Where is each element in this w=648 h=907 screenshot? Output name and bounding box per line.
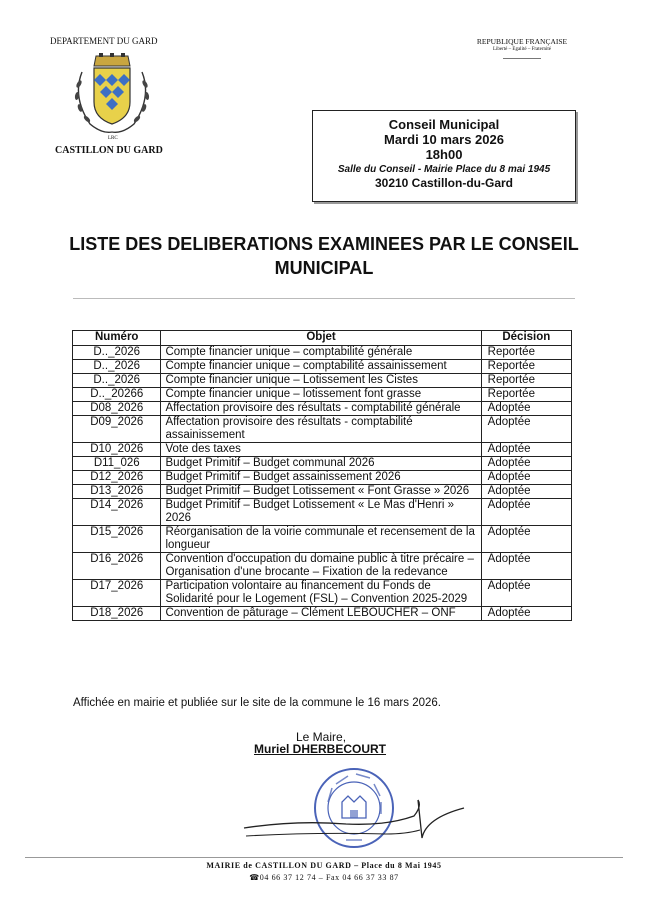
crest-caption: LRC <box>108 136 118 141</box>
meeting-date: Mardi 10 mars 2026 <box>384 132 504 147</box>
department-label: DEPARTEMENT DU GARD <box>50 36 158 46</box>
table-row <box>73 346 572 360</box>
table-row <box>73 360 572 374</box>
row-decision: Adoptée <box>481 443 571 457</box>
row-number: D13_2026 <box>73 485 161 499</box>
row-number: D12_2026 <box>73 471 161 485</box>
meeting-city: 30210 Castillon-du-Gard <box>374 176 514 190</box>
table-row <box>73 471 572 485</box>
row-decision: Adoptée <box>481 457 571 471</box>
row-number: D11_026 <box>73 457 161 471</box>
header-objet: Objet <box>161 331 481 346</box>
table-row <box>73 485 572 499</box>
row-object: Participation volontaire au financement du Fonds de Solidarité pour le Logement (FSL) – Convention 2025-2029 <box>161 580 481 607</box>
footer-address: MAIRIE de CASTILLON DU GARD – Place du 8 Mai 1945 <box>206 861 442 870</box>
table-row <box>73 374 572 388</box>
meeting-venue: Salle du Conseil - Mairie Place du 8 mai 1945 <box>337 164 551 175</box>
table-row <box>73 580 572 607</box>
footer-divider <box>25 857 623 858</box>
meeting-info-box <box>312 110 576 202</box>
row-number: D18_2026 <box>73 607 161 621</box>
table-row <box>73 443 572 457</box>
row-number: D09_2026 <box>73 416 161 443</box>
title-divider <box>73 298 575 299</box>
row-decision: Reportée <box>481 374 571 388</box>
row-decision: Reportée <box>481 388 571 402</box>
row-object: Convention d'occupation du domaine public à titre précaire – Organisation d'une brocante – Fixation de la redevance <box>161 553 481 580</box>
row-number: D10_2026 <box>73 443 161 457</box>
row-number: D16_2026 <box>73 553 161 580</box>
row-decision: Reportée <box>481 346 571 360</box>
row-object: Compte financier unique – Lotissement les Cistes <box>161 374 481 388</box>
table-row <box>73 416 572 443</box>
mayor-signature <box>236 796 476 842</box>
mayor-name: Muriel DHERBECOURT <box>254 742 387 756</box>
row-decision: Adoptée <box>481 580 571 607</box>
row-object: Vote des taxes <box>161 443 481 457</box>
footer-phone: ☎04 66 37 12 74 – Fax 04 66 37 33 87 <box>249 873 399 882</box>
row-decision: Adoptée <box>481 416 571 443</box>
republic-rule <box>503 58 541 59</box>
row-object: Affectation provisoire des résultats - comptabilité générale <box>161 402 481 416</box>
row-object: Réorganisation de la voirie communale et recensement de la longueur <box>161 526 481 553</box>
row-object: Compte financier unique – comptabilité générale <box>161 346 481 360</box>
row-number: D14_2026 <box>73 499 161 526</box>
table-row <box>73 553 572 580</box>
republic-motto: Liberté – Egalité – Fraternité <box>492 47 552 52</box>
publication-notice: Affichée en mairie et publiée sur le site de la commune le 16 mars 2026. <box>73 697 441 709</box>
row-decision: Adoptée <box>481 471 571 485</box>
row-decision: Adoptée <box>481 499 571 526</box>
town-crest-icon <box>70 52 154 138</box>
row-number: D15_2026 <box>73 526 161 553</box>
meeting-time: 18h00 <box>425 147 463 162</box>
table-row <box>73 457 572 471</box>
row-number: D08_2026 <box>73 402 161 416</box>
row-decision: Adoptée <box>481 485 571 499</box>
table-row <box>73 607 572 621</box>
row-object: Budget Primitif – Budget Lotissement « Font Grasse » 2026 <box>161 485 481 499</box>
table-row <box>73 499 572 526</box>
row-object: Budget Primitif – Budget Lotissement « Le Mas d'Henri » 2026 <box>161 499 481 526</box>
row-decision: Reportée <box>481 360 571 374</box>
document-title: LISTE DES DELIBERATIONS EXAMINEES PAR LE CONSEIL MUNICIPAL <box>69 234 579 278</box>
town-name: CASTILLON DU GARD <box>55 145 163 156</box>
deliberations-table <box>72 330 572 621</box>
meeting-title: Conseil Municipal <box>388 117 500 132</box>
row-object: Affectation provisoire des résultats - comptabilité assainissement <box>161 416 481 443</box>
row-number: D.._2026 <box>73 374 161 388</box>
row-object: Budget Primitif – Budget communal 2026 <box>161 457 481 471</box>
row-object: Budget Primitif – Budget assainissement 2026 <box>161 471 481 485</box>
row-object: Compte financier unique – comptabilité assainissement <box>161 360 481 374</box>
republic-header <box>452 37 592 59</box>
row-object: Compte financier unique – lotissement font grasse <box>161 388 481 402</box>
row-decision: Adoptée <box>481 526 571 553</box>
mayor-role: Le Maire, <box>296 730 347 744</box>
row-number: D.._2026 <box>73 346 161 360</box>
table-row <box>73 526 572 553</box>
row-decision: Adoptée <box>481 402 571 416</box>
row-decision: Adoptée <box>481 607 571 621</box>
table-header-row <box>73 331 572 346</box>
header-numero: Numéro <box>73 331 161 346</box>
header-decision: Décision <box>481 331 571 346</box>
row-number: D17_2026 <box>73 580 161 607</box>
row-decision: Adoptée <box>481 553 571 580</box>
table-row <box>73 402 572 416</box>
row-number: D.._2026 <box>73 360 161 374</box>
row-number: D.._20266 <box>73 388 161 402</box>
table-row <box>73 388 572 402</box>
row-object: Convention de pâturage – Clément LEBOUCHER – ONF <box>161 607 481 621</box>
republic-label: REPUBLIQUE FRANÇAISE <box>476 37 568 46</box>
